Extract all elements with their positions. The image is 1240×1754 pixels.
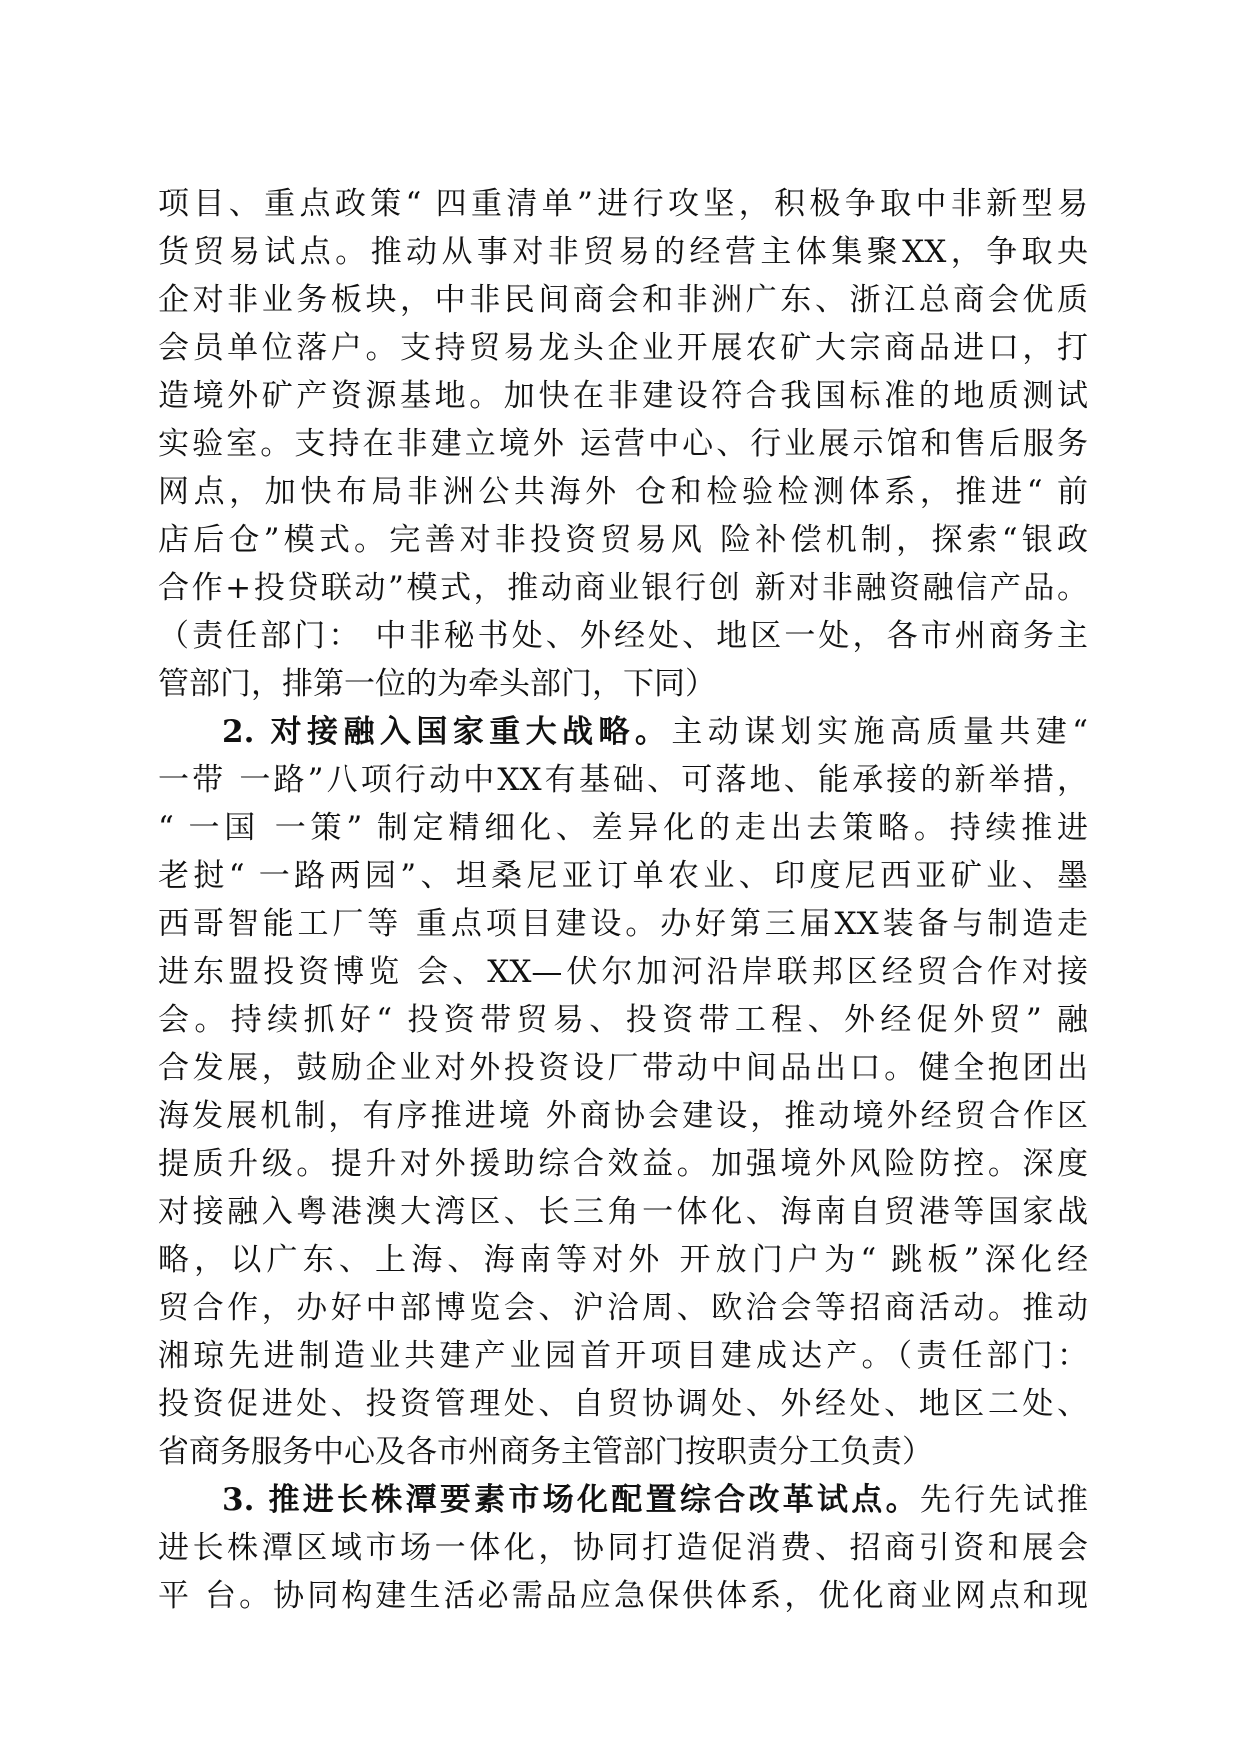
paragraph-1-line-4: 会员单位落户。支持贸易龙头企业开展农矿大宗商品进口，打 [158,330,1088,366]
paragraph-2-line-6: 进东盟投资博览 会、XX—伏尔加河沿岸联邦区经贸合作对接 [158,954,1088,990]
paragraph-3-first-line [158,1476,1088,1524]
paragraph-2-line-10: 提质升级。提升对外援助综合效益。加强境外风险防控。深度 [158,1146,1088,1182]
paragraph-3-first-line-text: 先行先试推 [919,1482,1088,1518]
paragraph-1-line-6: 实验室。支持在非建立境外 运营中心、行业展示馆和售后服务 [158,426,1088,462]
paragraph-2-line-15: 投资促进处、投资管理处、自贸协调处、外经处、地区二处、 [158,1386,1088,1422]
paragraph-3-line-3: 平 台。协同构建生活必需品应急保供体系，优化商业网点和现 [158,1578,1088,1614]
paragraph-1-line-8: 店后仓”模式。完善对非投资贸易风 险补偿机制，探索“银政 [158,522,1088,558]
paragraph-2-line-11: 对接融入粤港澳大湾区、长三角一体化、海南自贸港等国家战 [158,1194,1088,1230]
paragraph-2-line-4: 老挝“ 一路两园”、坦桑尼亚订单农业、印度尼西亚矿业、墨 [158,858,1088,894]
paragraph-1-line-5: 造境外矿产资源基地。加快在非建设符合我国标准的地质测试 [158,378,1088,414]
paragraph-2-line-5: 西哥智能工厂等 重点项目建设。办好第三届XX装备与制造走 [158,906,1088,942]
paragraph-2-line-9: 海发展机制，有序推进境 外商协会建设，推动境外经贸合作区 [158,1098,1088,1134]
paragraph-1-line-2: 货贸易试点。推动从事对非贸易的经营主体集聚XX，争取央 [158,234,1088,270]
paragraph-2-line-14: 湘琼先进制造业共建产业园首开项目建成达产。（责任部门： [158,1338,1088,1374]
paragraph-1-line-1: 项目、重点政策“ 四重清单”进行攻坚，积极争取中非新型易 [158,186,1088,222]
paragraph-2-line-2: 一带 一路”八项行动中XX有基础、可落地、能承接的新举措， [158,762,1088,798]
section-heading-2: 2. 对接融入国家重大战略。 [222,714,672,750]
paragraph-1-line-7: 网点，加快布局非洲公共海外 仓和检验检测体系，推进“ 前 [158,474,1088,510]
paragraph-3-line-2: 进长株潭区域市场一体化，协同打造促消费、招商引资和展会 [158,1530,1088,1566]
paragraph-2-line-7: 会。持续抓好“ 投资带贸易、投资带工程、外经促外贸” 融 [158,1002,1088,1038]
paragraph-2-line-13: 贸合作，办好中部博览会、沪洽周、欧洽会等招商活动。推动 [158,1290,1088,1326]
paragraph-2-first-line-text: 主动谋划实施高质量共建“ [671,714,1088,750]
paragraph-2-line-8: 合发展，鼓励企业对外投资设厂带动中间品出口。健全抱团出 [158,1050,1088,1086]
paragraph-1-line-3: 企对非业务板块，中非民间商会和非洲广东、浙江总商会优质 [158,282,1088,318]
paragraph-2-line-16: 省商务服务中心及各市州商务主管部门按职责分工负责） [158,1434,933,1470]
paragraph-2-line-3: “ 一国 一策” 制定精细化、差异化的走出去策略。持续推进 [158,810,1088,846]
paragraph-1-line-10: （责任部门： 中非秘书处、外经处、地区一处，各市州商务主 [158,618,1088,654]
document-body [158,180,1088,1620]
paragraph-2-first-line [158,708,1088,756]
paragraph-1-line-11: 管部门，排第一位的为牵头部门，下同） [158,666,716,702]
section-heading-3: 3. 推进长株潭要素市场化配置综合改革试点。 [222,1482,920,1518]
paragraph-1-line-9: 合作+投贷联动”模式，推动商业银行创 新对非融资融信产品。 [158,570,1088,606]
paragraph-2-line-12: 略，以广东、上海、海南等对外 开放门户为“ 跳板”深化经 [158,1242,1088,1278]
